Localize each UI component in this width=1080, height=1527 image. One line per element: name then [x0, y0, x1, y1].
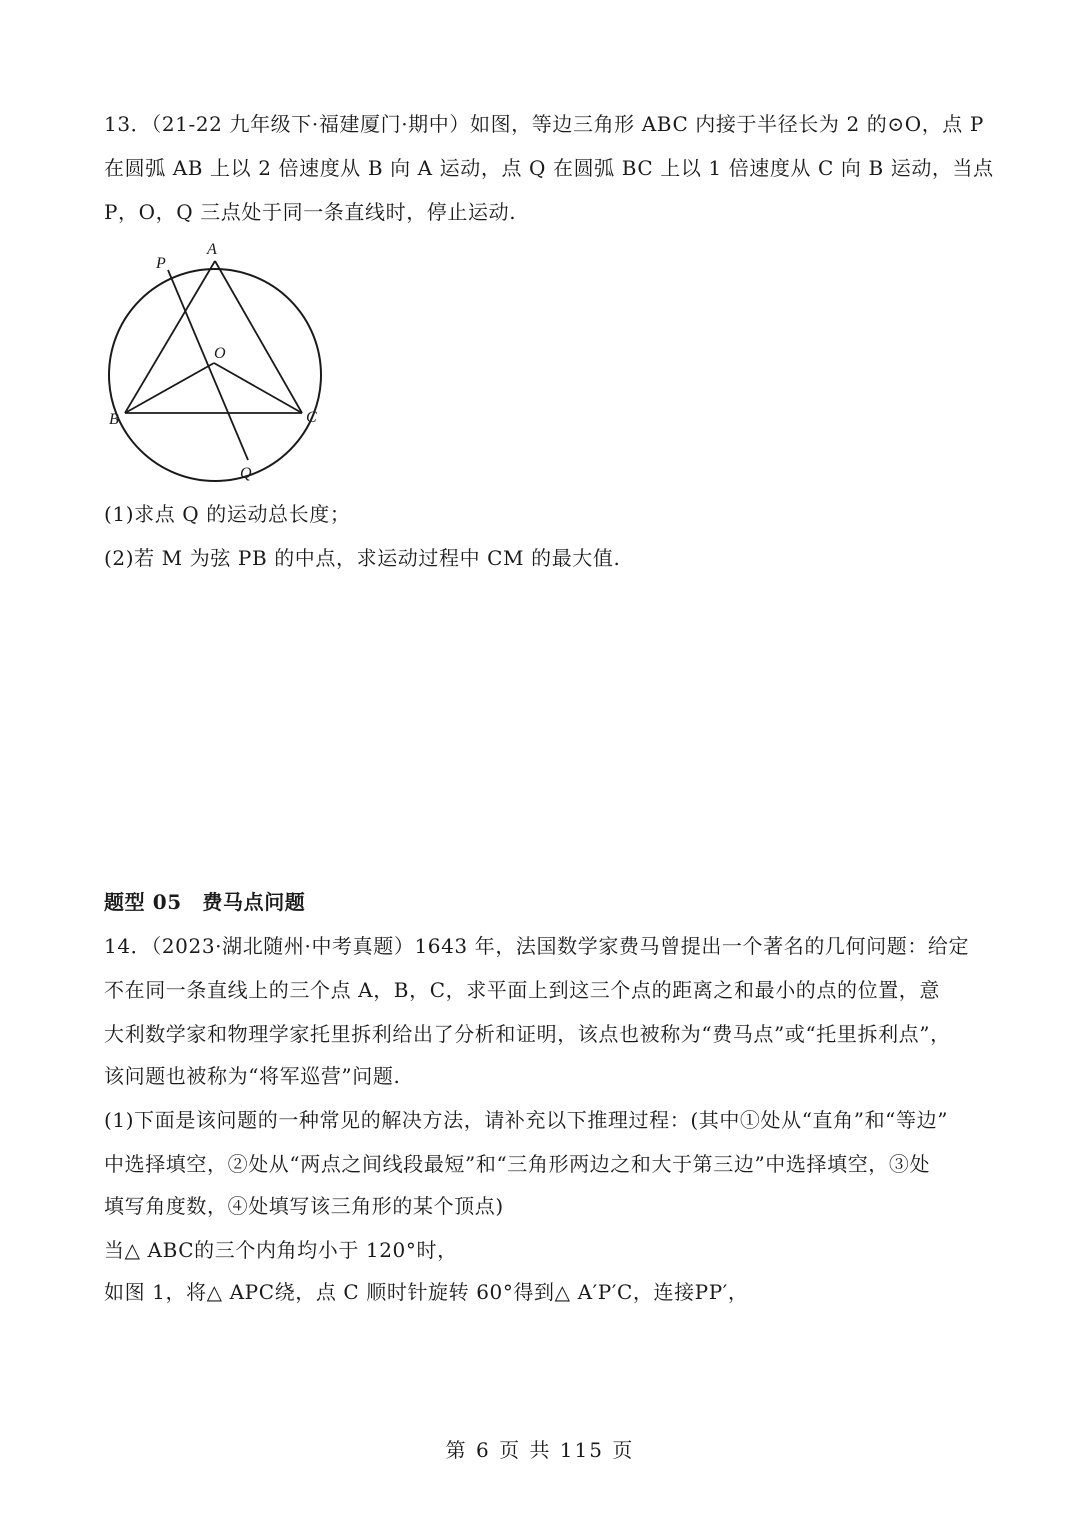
- label-o: O: [214, 345, 226, 362]
- problem-14-line-1: 14．（2023·湖北随州·中考真题）1643 年，法国数学家费马曾提出一个著名的几何问题：给定: [104, 934, 970, 958]
- problem-14-line-8: 当△ ABC的三个内角均小于 120°时，: [104, 1238, 458, 1262]
- label-c: C: [306, 409, 317, 426]
- problem-13-line-2: 在圆弧 AB 上以 2 倍速度从 B 向 A 运动，点 Q 在圆弧 BC 上以 1 倍速度从 C 向 B 运动，当点: [104, 156, 994, 180]
- problem-13-question-1: (1)求点 Q 的运动总长度；: [104, 502, 351, 526]
- label-b: B: [109, 411, 119, 428]
- label-a: A: [207, 241, 217, 258]
- page-footer: 第 6 页 共 115 页: [445, 1438, 635, 1462]
- problem-13-line-3: P，O，Q 三点处于同一条直线时，停止运动.: [104, 200, 517, 224]
- problem-13-question-2: (2)若 M 为弦 PB 的中点，求运动过程中 CM 的最大值.: [104, 546, 621, 570]
- problem-14-line-5: (1)下面是该问题的一种常见的解决方法，请补充以下推理过程：(其中①处从“直角”和“等边”: [104, 1108, 949, 1132]
- circle-o: [109, 269, 321, 481]
- label-p: P: [156, 255, 166, 272]
- segment-oc: [214, 363, 302, 413]
- segment-ob: [125, 363, 214, 413]
- label-q: Q: [240, 465, 252, 482]
- problem-14-line-3: 大利数学家和物理学家托里拆利给出了分析和证明，该点也被称为“费马点”或“托里拆利点”，: [104, 1022, 951, 1046]
- problem-13-line-1: 13．（21-22 九年级下·福建厦门·期中）如图，等边三角形 ABC 内接于半径长为 2 的⊙O，点 P: [104, 112, 984, 136]
- problem-14-line-2: 不在同一条直线上的三个点 A，B，C，求平面上到这三个点的距离之和最小的点的位置，意: [104, 978, 940, 1002]
- side-ac: [215, 261, 302, 413]
- section-title: 题型 05 费马点问题: [104, 890, 306, 914]
- problem-14-line-7: 填写角度数，④处填写该三角形的某个顶点): [104, 1194, 504, 1218]
- problem-14-line-6: 中选择填空，②处从“两点之间线段最短”和“三角形两边之和大于第三边”中选择填空，③处: [104, 1152, 931, 1176]
- circle-triangle-figure: [100, 238, 340, 488]
- problem-14-line-4: 该问题也被称为“将军巡营”问题.: [104, 1064, 401, 1088]
- problem-14-line-9: 如图 1，将△ APC绕，点 C 顺时针旋转 60°得到△ A′P′C，连接PP′，: [104, 1280, 749, 1304]
- side-ab: [125, 261, 215, 413]
